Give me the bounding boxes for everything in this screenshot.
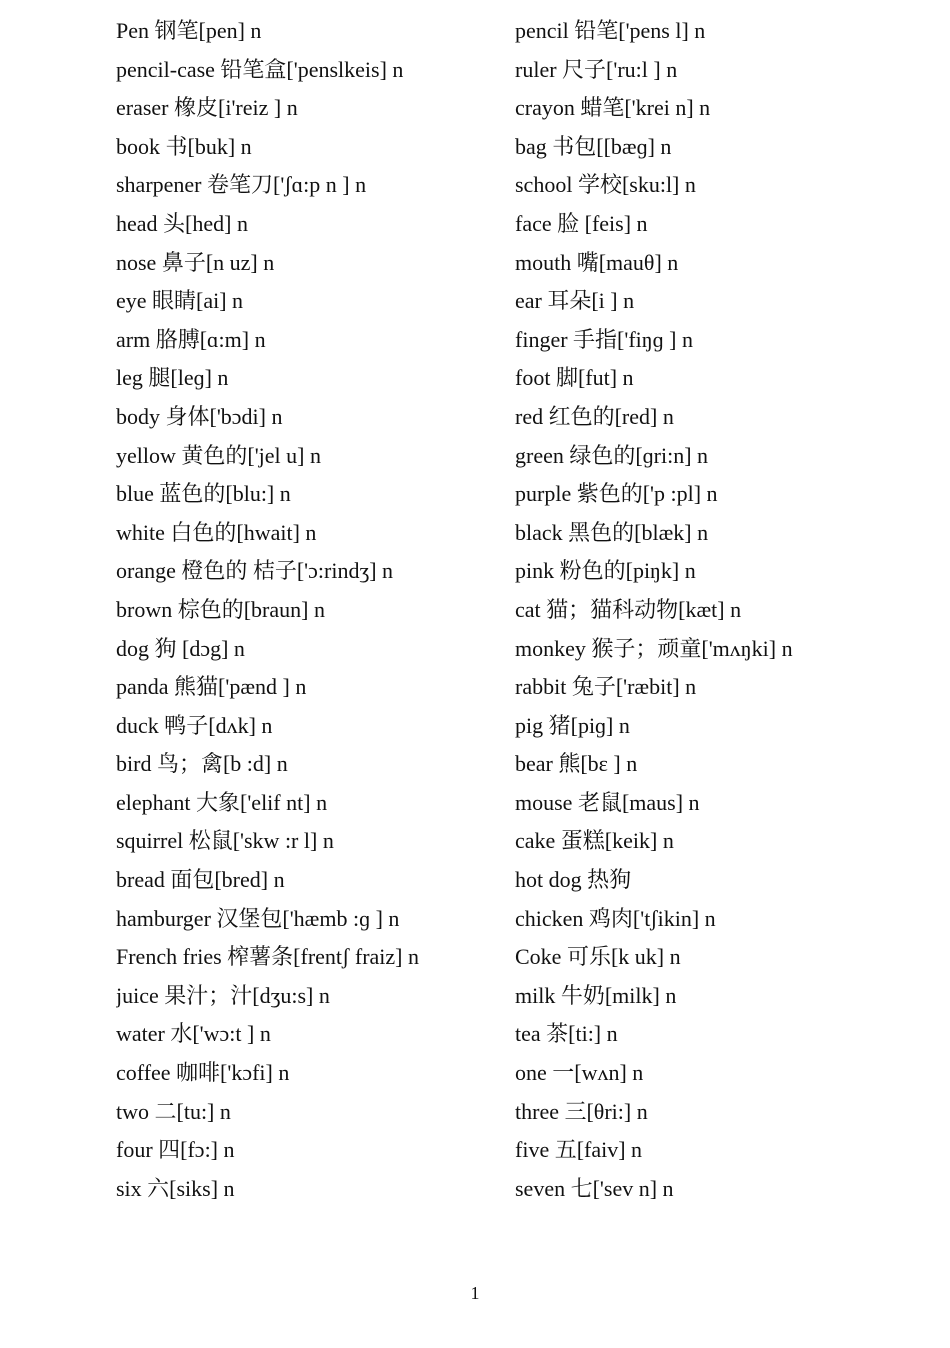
vocab-entry: four 四[fɔ:] n [116, 1137, 235, 1163]
vocab-entry: five 五[faiv] n [515, 1137, 643, 1163]
vocab-entry: water 水['wɔ:t ] n [116, 1021, 271, 1047]
vocab-entry: nose 鼻子[n uz] n [116, 249, 275, 275]
vocab-entry: bag 书包[[bæɡ] n [515, 133, 672, 159]
vocab-entry: coffee 咖啡['kɔfi] n [116, 1060, 290, 1086]
vocab-entry: mouse 老鼠[maus] n [515, 789, 700, 815]
vocab-entry: purple 紫色的['p :pl] n [515, 481, 718, 507]
vocab-entry: two 二[tu:] n [116, 1098, 231, 1124]
vocab-entry: panda 熊猫['pænd ] n [116, 674, 307, 700]
vocab-entry: arm 胳膊[ɑ:m] n [116, 326, 266, 352]
vocab-entry: crayon 蜡笔['krei n] n [515, 95, 711, 121]
vocab-entry: green 绿色的[ɡri:n] n [515, 442, 709, 468]
vocabulary-column-right [515, 12, 935, 1208]
vocab-entry: red 红色的[red] n [515, 403, 674, 429]
vocabulary-column-left [116, 12, 506, 1208]
vocab-entry: squirrel 松鼠['skw :r l] n [116, 828, 334, 854]
vocab-entry: eraser 橡皮[i'reiz ] n [116, 95, 298, 121]
vocab-entry: three 三[θri:] n [515, 1098, 648, 1124]
vocab-entry: duck 鸭子[dʌk] n [116, 712, 273, 738]
vocab-entry: monkey 猴子；顽童['mʌŋki] n [515, 635, 793, 661]
vocab-entry: school 学校[sku:l] n [515, 172, 696, 198]
vocab-entry: one 一[wʌn] n [515, 1060, 644, 1086]
vocab-entry: Coke 可乐[k uk] n [515, 944, 681, 970]
vocab-entry: bear 熊[bɛ ] n [515, 751, 638, 777]
vocab-entry: hot dog 热狗 [515, 867, 632, 893]
vocab-entry: white 白色的[hwait] n [116, 519, 317, 545]
vocab-entry: head 头[hed] n [116, 210, 248, 236]
vocab-entry: pencil 铅笔['pens l] n [515, 18, 706, 43]
vocab-entry: French fries 榨薯条[frentʃ fraiz] n [116, 944, 419, 970]
vocab-entry: ruler 尺子['ru:l ] n [515, 56, 678, 82]
vocab-entry: bird 鸟；禽[b :d] n [116, 751, 288, 777]
vocab-entry: cake 蛋糕[keik] n [515, 828, 674, 854]
vocab-entry: chicken 鸡肉['tʃikin] n [515, 905, 716, 931]
vocab-entry: blue 蓝色的[blu:] n [116, 481, 291, 507]
vocab-entry: elephant 大象['elif nt] n [116, 789, 328, 815]
vocab-entry: sharpener 卷笔刀['ʃɑ:p n ] n [116, 172, 367, 198]
vocab-entry: pink 粉色的[piŋk] n [515, 558, 696, 584]
vocab-entry: Pen 钢笔[pen] n [116, 18, 262, 43]
vocab-entry: yellow 黄色的['jel u] n [116, 442, 321, 468]
vocab-entry: face 脸 [feis] n [515, 210, 648, 236]
page-number: 1 [470, 1283, 480, 1303]
vocab-entry: book 书[buk] n [116, 133, 252, 159]
vocab-entry: bread 面包[bred] n [116, 867, 285, 893]
vocab-entry: milk 牛奶[milk] n [515, 982, 677, 1008]
vocab-entry: leg 腿[leɡ] n [116, 365, 229, 391]
vocab-entry: eye 眼睛[ai] n [116, 288, 244, 314]
vocab-entry: ear 耳朵[i ] n [515, 288, 635, 314]
vocab-entry: mouth 嘴[mauθ] n [515, 249, 679, 275]
vocab-entry: finger 手指['fiŋɡ ] n [515, 326, 693, 352]
vocab-entry: orange 橙色的 桔子['ɔ:rindʒ] n [116, 558, 394, 584]
vocab-entry: pig 猪[piɡ] n [515, 712, 630, 738]
vocab-entry: dog 狗 [dɔg] n [116, 635, 245, 661]
vocab-entry: juice 果汁；汁[dʒu:s] n [116, 982, 330, 1008]
vocab-entry: seven 七['sev n] n [515, 1175, 674, 1201]
vocab-entry: pencil-case 铅笔盒['penslkeis] n [116, 56, 404, 82]
vocab-entry: body 身体['bɔdi] n [116, 403, 283, 429]
vocab-entry: rabbit 兔子['ræbit] n [515, 674, 697, 700]
vocab-entry: foot 脚[fut] n [515, 365, 634, 391]
vocab-entry: hamburger 汉堡包['hæmb :ɡ ] n [116, 905, 400, 931]
vocab-entry: tea 茶[ti:] n [515, 1021, 618, 1047]
vocab-entry: six 六[siks] n [116, 1175, 235, 1201]
vocab-entry: cat 猫；猫科动物[kæt] n [515, 596, 742, 622]
vocab-entry: brown 棕色的[braun] n [116, 596, 325, 622]
vocab-entry: black 黑色的[blæk] n [515, 519, 709, 545]
